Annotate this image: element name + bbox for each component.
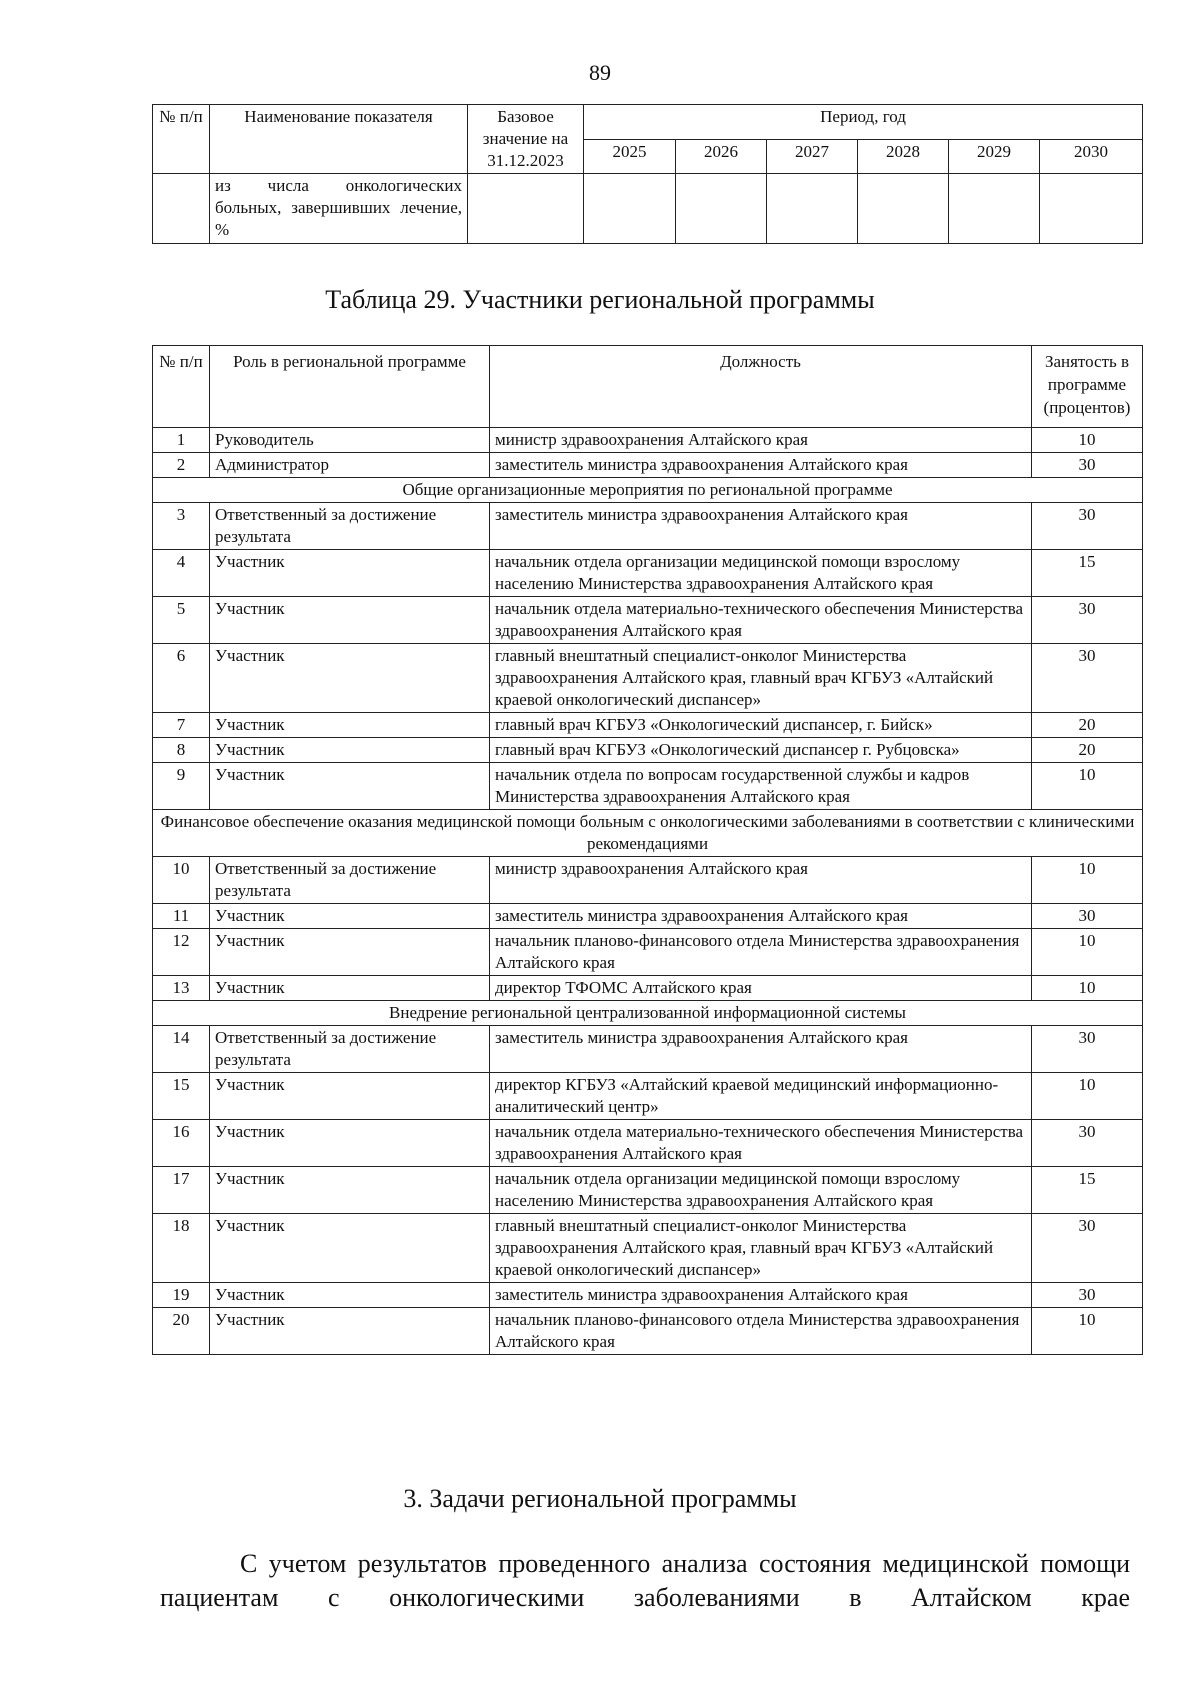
row-num: 3 (153, 503, 210, 550)
row-num: 9 (153, 763, 210, 810)
year-cell (949, 174, 1040, 244)
table-row (153, 1073, 1143, 1120)
role-cell: Участник (210, 644, 490, 713)
role-cell: Администратор (210, 453, 490, 478)
row-num: 14 (153, 1026, 210, 1073)
header-year: 2029 (949, 139, 1040, 174)
position-cell: заместитель министра здравоохранения Алтайского края (490, 503, 1032, 550)
page-number: 89 (589, 60, 611, 85)
role-cell: Участник (210, 1073, 490, 1120)
position-cell: главный врач КГБУЗ «Онкологический диспансер, г. Бийск» (490, 713, 1032, 738)
table-row (153, 929, 1143, 976)
row-num: 5 (153, 597, 210, 644)
share-cell: 10 (1032, 976, 1143, 1001)
row-num: 20 (153, 1308, 210, 1355)
share-cell: 30 (1032, 1120, 1143, 1167)
section-row (153, 478, 1143, 503)
role-cell: Участник (210, 929, 490, 976)
share-cell: 30 (1032, 1283, 1143, 1308)
share-cell: 10 (1032, 1073, 1143, 1120)
section-title: Общие организационные мероприятия по региональной программе (153, 478, 1143, 503)
role-cell: Руководитель (210, 428, 490, 453)
row-num: 10 (153, 857, 210, 904)
table-row (153, 174, 1143, 244)
table-row (153, 904, 1143, 929)
row-num: 13 (153, 976, 210, 1001)
table-row (153, 1167, 1143, 1214)
row-num: 7 (153, 713, 210, 738)
role-cell: Участник (210, 597, 490, 644)
role-cell: Участник (210, 1283, 490, 1308)
position-cell: главный врач КГБУЗ «Онкологический диспансер г. Рубцовска» (490, 738, 1032, 763)
share-cell: 30 (1032, 597, 1143, 644)
role-cell: Участник (210, 1308, 490, 1355)
table-row (153, 428, 1143, 453)
header-period: Период, год (584, 105, 1143, 140)
position-cell: начальник отдела организации медицинской помощи взрослому населению Министерства здравоохранения Алтайского края (490, 550, 1032, 597)
participants-table (152, 345, 1143, 1355)
role-cell: Участник (210, 550, 490, 597)
body-paragraph: С учетом результатов проведенного анализа состояния медицинской помощи пациентам с онкологическими заболеваниями в Алтайском крае (160, 1549, 1130, 1612)
share-cell: 30 (1032, 1026, 1143, 1073)
year-cell (584, 174, 676, 244)
table-row (153, 453, 1143, 478)
year-cell (1040, 174, 1143, 244)
share-cell: 10 (1032, 428, 1143, 453)
share-cell: 30 (1032, 904, 1143, 929)
table-row (153, 976, 1143, 1001)
table-row (153, 597, 1143, 644)
row-num: 16 (153, 1120, 210, 1167)
header-base-value: Базовое значение на 31.12.2023 (468, 105, 584, 174)
share-cell: 10 (1032, 929, 1143, 976)
share-cell: 30 (1032, 1214, 1143, 1283)
base-value-cell (468, 174, 584, 244)
table-row (153, 644, 1143, 713)
row-num: 11 (153, 904, 210, 929)
table-row (153, 857, 1143, 904)
table-row (153, 1308, 1143, 1355)
table-row (153, 1026, 1143, 1073)
table-caption: Таблица 29. Участники региональной программы (325, 285, 875, 314)
table-row (153, 1214, 1143, 1283)
year-cell (858, 174, 949, 244)
position-cell: заместитель министра здравоохранения Алтайского края (490, 1026, 1032, 1073)
row-num (153, 174, 210, 244)
section-title: Внедрение региональной централизованной информационной системы (153, 1001, 1143, 1026)
row-num: 6 (153, 644, 210, 713)
table-row (153, 550, 1143, 597)
role-cell: Участник (210, 763, 490, 810)
row-num: 1 (153, 428, 210, 453)
section-heading: 3. Задачи региональной программы (403, 1484, 797, 1513)
share-cell: 15 (1032, 550, 1143, 597)
position-cell: начальник отдела материально-технического обеспечения Министерства здравоохранения Алтайского края (490, 1120, 1032, 1167)
year-cell (676, 174, 767, 244)
role-cell: Ответственный за достижение результата (210, 503, 490, 550)
row-num: 4 (153, 550, 210, 597)
role-cell: Ответственный за достижение результата (210, 1026, 490, 1073)
share-cell: 10 (1032, 857, 1143, 904)
table-row (153, 503, 1143, 550)
table-row (153, 763, 1143, 810)
header-year: 2026 (676, 139, 767, 174)
position-cell: начальник планово-финансового отдела Министерства здравоохранения Алтайского края (490, 1308, 1032, 1355)
role-cell: Участник (210, 1120, 490, 1167)
position-cell: директор КГБУЗ «Алтайский краевой медицинский информационно-аналитический центр» (490, 1073, 1032, 1120)
share-cell: 30 (1032, 503, 1143, 550)
role-cell: Участник (210, 1167, 490, 1214)
header-num: № п/п (153, 346, 210, 428)
role-cell: Ответственный за достижение результата (210, 857, 490, 904)
row-num: 12 (153, 929, 210, 976)
position-cell: министр здравоохранения Алтайского края (490, 857, 1032, 904)
header-role: Роль в региональной программе (210, 346, 490, 428)
position-cell: директор ТФОМС Алтайского края (490, 976, 1032, 1001)
row-num: 8 (153, 738, 210, 763)
share-cell: 15 (1032, 1167, 1143, 1214)
share-cell: 10 (1032, 763, 1143, 810)
section-row (153, 1001, 1143, 1026)
share-cell: 10 (1032, 1308, 1143, 1355)
header-year: 2027 (767, 139, 858, 174)
position-cell: начальник отдела по вопросам государственной службы и кадров Министерства здравоохранения Алтайского края (490, 763, 1032, 810)
position-cell: заместитель министра здравоохранения Алтайского края (490, 1283, 1032, 1308)
position-cell: начальник планово-финансового отдела Министерства здравоохранения Алтайского края (490, 929, 1032, 976)
section-title: Финансовое обеспечение оказания медицинской помощи больным с онкологическими заболеваниями в соответствии с клиническими рекомендациями (153, 810, 1143, 857)
table-row (153, 713, 1143, 738)
position-cell: главный внештатный специалист-онколог Министерства здравоохранения Алтайского края, главный врач КГБУЗ «Алтайский краевой онкологический диспансер» (490, 644, 1032, 713)
header-year: 2028 (858, 139, 949, 174)
role-cell: Участник (210, 904, 490, 929)
section-row (153, 810, 1143, 857)
header-share: Занятость в программе (процентов) (1032, 346, 1143, 428)
position-cell: заместитель министра здравоохранения Алтайского края (490, 453, 1032, 478)
share-cell: 20 (1032, 738, 1143, 763)
indicator-name: из числа онкологических больных, завершивших лечение, % (210, 174, 468, 244)
table-row (153, 738, 1143, 763)
position-cell: начальник отдела организации медицинской помощи взрослому населению Министерства здравоохранения Алтайского края (490, 1167, 1032, 1214)
role-cell: Участник (210, 976, 490, 1001)
share-cell: 30 (1032, 453, 1143, 478)
position-cell: начальник отдела материально-технического обеспечения Министерства здравоохранения Алтайского края (490, 597, 1032, 644)
position-cell: заместитель министра здравоохранения Алтайского края (490, 904, 1032, 929)
header-num: № п/п (153, 105, 210, 174)
position-cell: главный внештатный специалист-онколог Министерства здравоохранения Алтайского края, главный врач КГБУЗ «Алтайский краевой онкологический диспансер» (490, 1214, 1032, 1283)
row-num: 19 (153, 1283, 210, 1308)
indicator-table (152, 104, 1143, 244)
position-cell: министр здравоохранения Алтайского края (490, 428, 1032, 453)
header-position: Должность (490, 346, 1032, 428)
row-num: 15 (153, 1073, 210, 1120)
row-num: 2 (153, 453, 210, 478)
role-cell: Участник (210, 713, 490, 738)
year-cell (767, 174, 858, 244)
share-cell: 20 (1032, 713, 1143, 738)
table-row (153, 1120, 1143, 1167)
role-cell: Участник (210, 1214, 490, 1283)
header-year: 2030 (1040, 139, 1143, 174)
row-num: 18 (153, 1214, 210, 1283)
table-row (153, 1283, 1143, 1308)
role-cell: Участник (210, 738, 490, 763)
header-year: 2025 (584, 139, 676, 174)
share-cell: 30 (1032, 644, 1143, 713)
header-indicator-name: Наименование показателя (210, 105, 468, 174)
row-num: 17 (153, 1167, 210, 1214)
